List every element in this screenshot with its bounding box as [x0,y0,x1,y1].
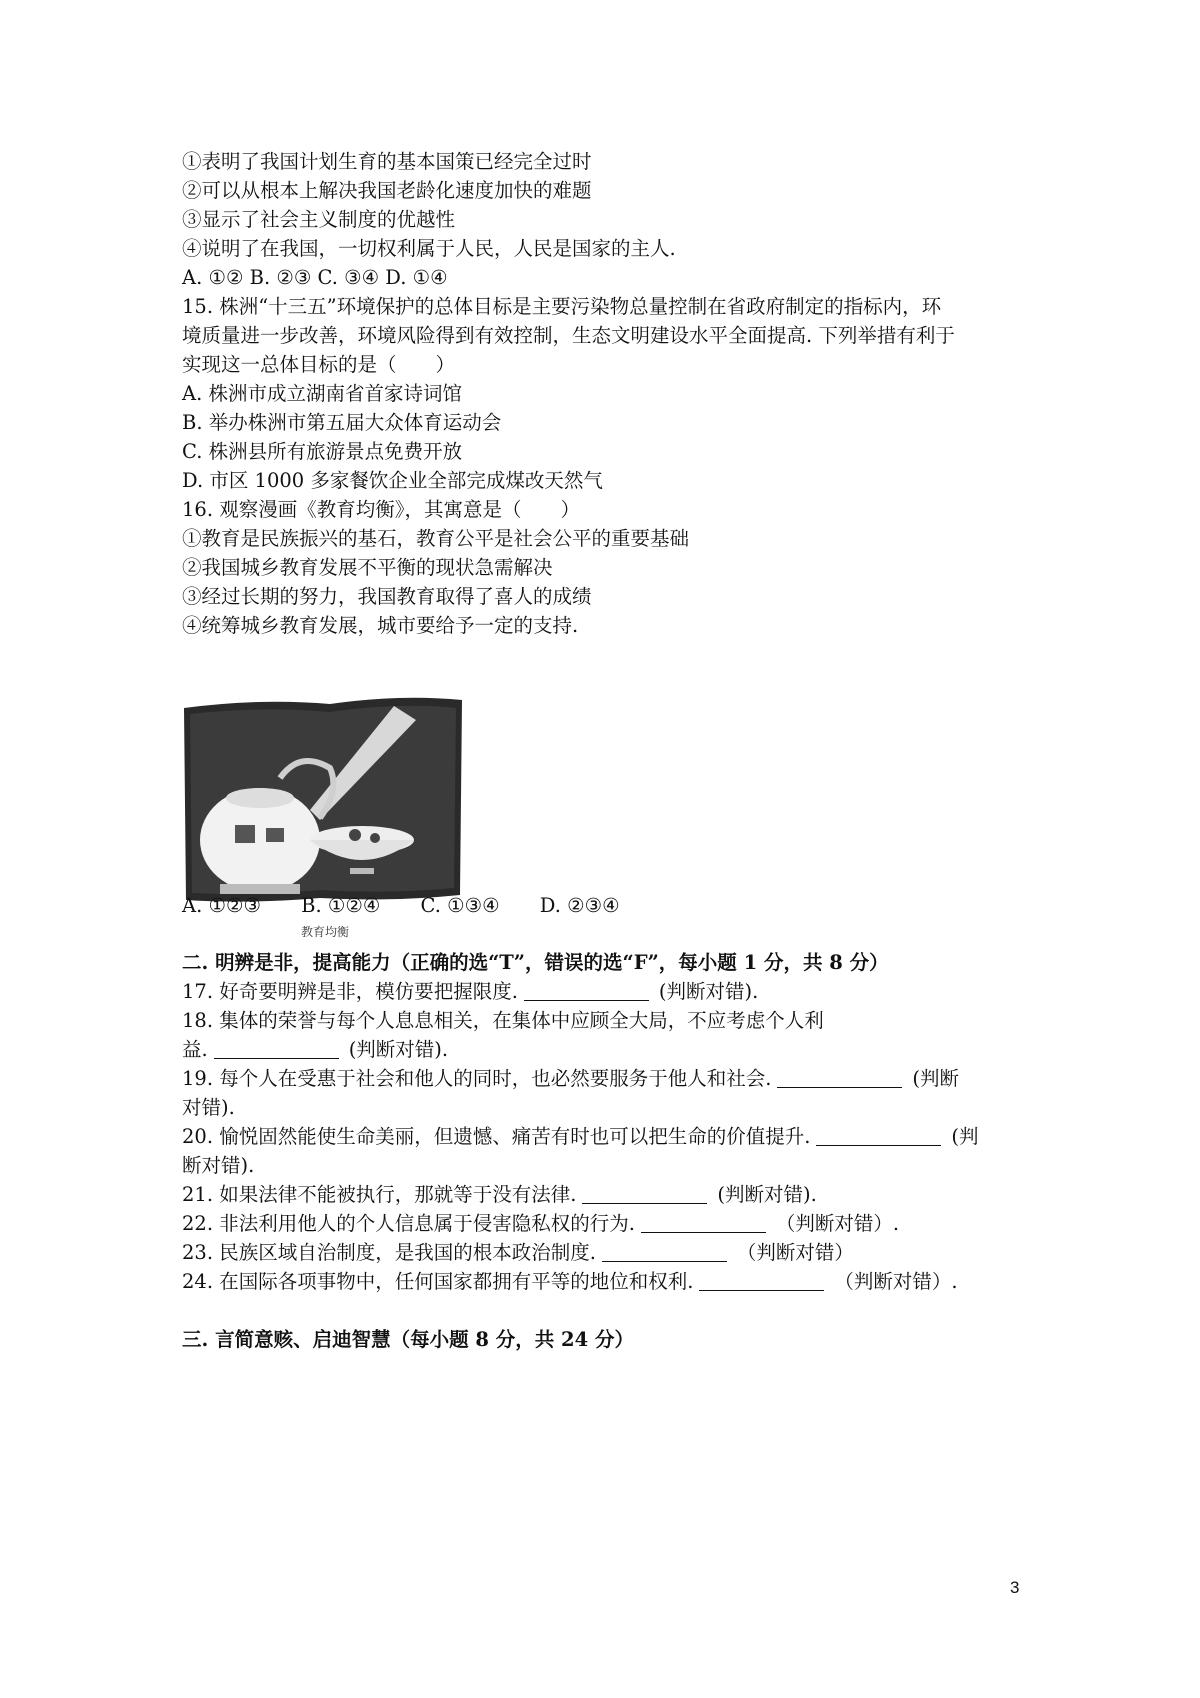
q16-item-4: ④统筹城乡教育发展，城市要给予一定的支持. [182,614,579,637]
q17-text: 17. 好奇要明辨是非，模仿要把握限度. [182,980,518,1003]
q22-answer-blank[interactable] [641,1212,766,1233]
q18-line-2 [182,1036,448,1064]
q20-text: 20. 愉悦固然能使生命美丽，但遗憾、痛苦有时也可以把生命的价值提升. [182,1125,811,1148]
q16-option-b: B. ①②④ [301,894,381,917]
q16-option-c: C. ①③④ [420,894,500,917]
q20-suffix: (判 [951,1125,979,1148]
q23-suffix: （判断对错） [736,1241,854,1264]
q23-text: 23. 民族区域自治制度，是我国的根本政治制度. [182,1241,596,1264]
q24-text: 24. 在国际各项事物中，任何国家都拥有平等的地位和权利. [182,1270,694,1293]
q16-item-2: ②我国城乡教育发展不平衡的现状急需解决 [182,556,553,579]
q22 [182,1210,899,1238]
q14-item-4: ④说明了在我国，一切权利属于人民，人民是国家的主人. [182,237,676,260]
q22-suffix: （判断对错）. [775,1212,900,1235]
q24-answer-blank[interactable] [699,1270,824,1291]
page-number: 3 [1010,1578,1020,1597]
q18-line-1: 18. 集体的荣誉与每个人息息相关，在集体中应顾全大局，不应考虑个人利 [182,1009,824,1032]
q16-option-d: D. ②③④ [539,894,620,917]
q14-options: A. ①② B. ②③ C. ③④ D. ①④ [182,266,448,289]
q19-line-1 [182,1065,959,1093]
q21 [182,1181,817,1209]
q21-answer-blank[interactable] [582,1183,707,1204]
q22-text: 22. 非法利用他人的个人信息属于侵害隐私权的行为. [182,1212,635,1235]
q16-item-1: ①教育是民族振兴的基石，教育公平是社会公平的重要基础 [182,527,690,550]
q24-suffix: （判断对错）. [834,1270,958,1293]
q16-option-a: A. ①②③ [182,894,261,917]
q17-answer-blank[interactable] [524,980,649,1001]
q19-suffix: (判断 [912,1067,960,1090]
q24 [182,1268,958,1296]
q19-text: 19. 每个人在受惠于社会和他人的同时，也必然要服务于他人和社会. [182,1067,772,1090]
q14-item-2: ②可以从根本上解决我国老龄化速度加快的难题 [182,179,592,202]
q16-item-3: ③经过长期的努力，我国教育取得了喜人的成绩 [182,585,592,608]
q19-line-2: 对错). [182,1096,235,1119]
q21-text: 21. 如果法律不能被执行，那就等于没有法律. [182,1183,577,1206]
q23-answer-blank[interactable] [602,1241,727,1262]
q15-stem-3: 实现这一总体目标的是（ ） [182,353,456,376]
q23 [182,1239,854,1267]
q14-item-3: ③显示了社会主义制度的优越性 [182,208,456,231]
q21-suffix: (判断对错). [717,1183,817,1206]
q18-text: 益. [182,1038,208,1061]
section3-heading: 三. 言简意赅、启迪智慧（每小题 8 分，共 24 分） [182,1328,634,1351]
q16-stem: 16. 观察漫画《教育均衡》，其寓意是（ ） [182,498,580,521]
q15-option-a: A. 株洲市成立湖南省首家诗词馆 [182,382,462,405]
q15-option-b: B. 举办株洲市第五届大众体育运动会 [182,411,502,434]
q17-suffix: (判断对错). [658,980,759,1003]
q18-answer-blank[interactable] [214,1038,339,1059]
q15-stem-2: 境质量进一步改善，环境风险得到有效控制，生态文明建设水平全面提高. 下列举措有利于 [182,324,955,347]
q17 [182,978,758,1006]
q20-answer-blank[interactable] [816,1125,941,1146]
section2-heading: 二. 明辨是非，提高能力（正确的选“T”，错误的选“F”，每小题 1 分，共 8 分） [182,951,889,974]
q16-options [182,892,654,920]
q18-suffix: (判断对错). [348,1038,449,1061]
q19-answer-blank[interactable] [777,1067,902,1088]
q15-stem-1: 15. 株洲“十三五”环境保护的总体目标是主要污染物总量控制在省政府制定的指标内，环 [182,295,942,318]
q14-item-1: ①表明了我国计划生育的基本国策已经完全过时 [182,150,592,173]
q15-option-c: C. 株洲县所有旅游景点免费开放 [182,440,463,463]
cartoon-caption: 教育均衡 [300,925,350,939]
q15-option-d: D. 市区 1000 多家餐饮企业全部完成煤改天然气 [182,469,603,492]
q20-line-2: 断对错). [182,1154,255,1177]
q20-line-1 [182,1123,979,1151]
